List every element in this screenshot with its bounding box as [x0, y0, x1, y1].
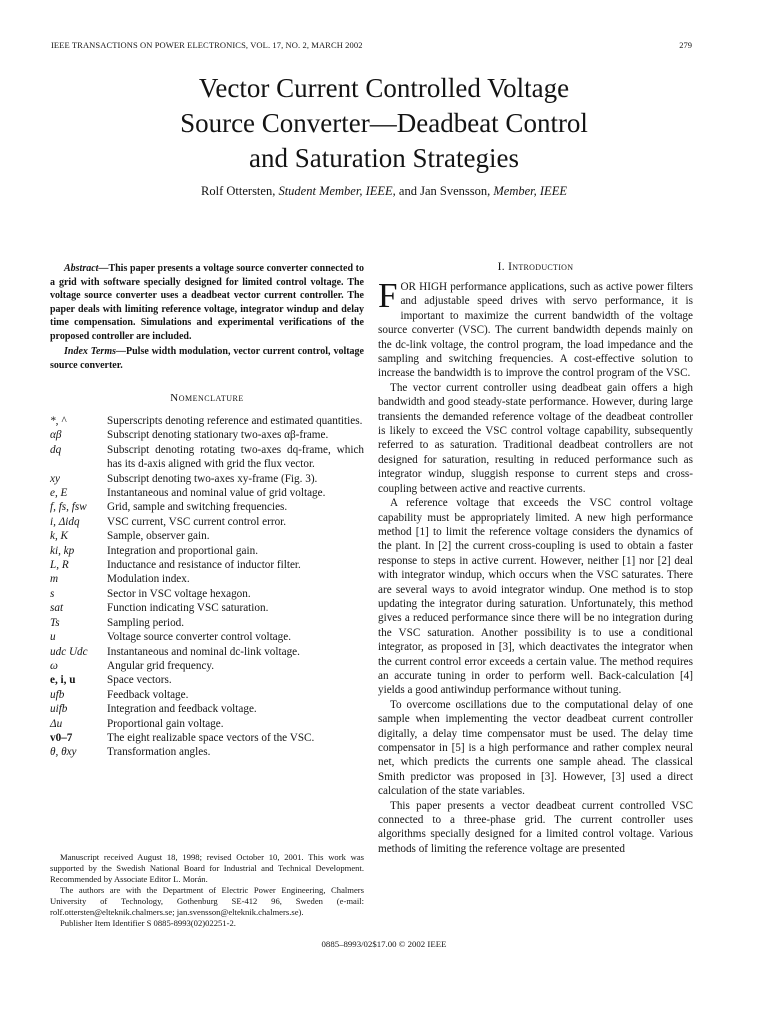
section-heading: I. Introduction	[497, 261, 574, 273]
nomenclature-item	[50, 673, 364, 687]
nomenclature-definition: VSC current, VSC current control error.	[107, 515, 287, 528]
nomenclature-definition: Voltage source converter control voltage.	[107, 631, 292, 644]
nomenclature-definition: Sector in VSC voltage hexagon.	[107, 587, 251, 600]
abstract-text: This paper presents a voltage source converter connected to a grid with software specially designed for limited control voltage. The voltage source converter uses a deadbeat vector current controller. The paper deals with limiting reference voltage, integrator windup and delay time compensation. Simulations and experimental verifications of the proposed controller are included.	[50, 263, 364, 342]
nomenclature-item	[50, 558, 364, 572]
nomenclature-symbol: *, ^	[50, 415, 66, 427]
nomenclature-symbol: θ, θxy	[50, 746, 77, 759]
nomenclature-symbol: L, R	[50, 559, 69, 572]
author-role: Student Member, IEEE,	[278, 184, 396, 198]
nomenclature-definition: Subscript denoting stationary two-axes αβ-frame.	[107, 429, 329, 442]
nomenclature-item	[50, 428, 364, 442]
nomenclature-list	[50, 414, 364, 760]
nomenclature-item	[50, 702, 364, 716]
nomenclature-symbol: e, E	[50, 487, 68, 500]
nomenclature-symbol: s	[50, 587, 55, 600]
paragraph	[378, 276, 693, 381]
nomenclature-item	[50, 630, 364, 644]
drop-cap: F	[378, 276, 398, 315]
author-name: Rolf Ottersten,	[201, 184, 276, 198]
nomenclature-definition: Integration and proportional gain.	[107, 544, 258, 557]
nomenclature-definition: Sampling period.	[107, 616, 185, 629]
nomenclature-item	[50, 500, 364, 514]
paragraph-text: OR HIGH performance applications, such as active power filters and adjustable speed drives with servo performance, it is important to maximize the current bandwidth of the voltage source converter (VSC). The current bandwidth depends mainly on the dc-link voltage, the control program, the load impedance and the sampling and switching frequencies. A cost-effective solution to increase the bandwidth is to improve the control program of the VSC.	[378, 281, 693, 380]
nomenclature-item	[50, 616, 364, 630]
nomenclature-symbol: e, i, u	[50, 674, 76, 687]
nomenclature-item	[50, 731, 364, 745]
nomenclature-symbol: v0–7	[50, 731, 73, 744]
nomenclature-item	[50, 414, 364, 428]
nomenclature-symbol: xy	[50, 472, 60, 485]
nomenclature-item	[50, 572, 364, 586]
nomenclature-symbol: ki, kp	[50, 544, 75, 557]
nomenclature-definition: Space vectors.	[107, 674, 172, 687]
nomenclature-item	[50, 515, 364, 529]
nomenclature-item	[50, 529, 364, 543]
copyright-footer: 0885–8993/02$17.00 © 2002 IEEE	[321, 939, 447, 949]
paper-title	[0, 71, 768, 176]
nomenclature-symbol: uifb	[50, 703, 68, 716]
nomenclature-symbol: ufb	[50, 688, 65, 701]
nomenclature-symbol: i, Δidq	[50, 515, 80, 528]
nomenclature-item	[50, 544, 364, 558]
abstract-lead: Abstract—	[64, 263, 109, 274]
nomenclature-item	[50, 745, 364, 759]
footnote: The authors are with the Department of Electric Power Engineering, Chalmers University of Technology, Gothenburg SE-412 96, Sweden (e-mail: rolf.ottersten@elteknik.chalmers.se; jan.svensson@elteknik.chalmers.se).	[50, 885, 364, 917]
nomenclature-definition: Function indicating VSC saturation.	[107, 602, 269, 615]
paragraph: To overcome oscillations due to the computational delay of one sample when implementing the vector deadbeat current controller digitally, a delay time compensator must be used. The delay time compensator in [5] is a high performance and rather complex neural net, which predicts the currents one sample ahead. The classical Smith predictor was proposed in [3]. However, [3] used a direct calculation of the state variables.	[378, 698, 693, 798]
paragraph: This paper presents a vector deadbeat current controlled VSC connected to a three-phase grid. The current controller uses algorithms specially designed for a limited control voltage. Various methods of limiting the reference voltage are presented	[378, 799, 693, 855]
nomenclature-definition: Modulation index.	[107, 573, 190, 586]
title-line: Source Converter—Deadbeat Control	[180, 108, 588, 138]
nomenclature-symbol: αβ	[50, 429, 62, 442]
nomenclature-item	[50, 486, 364, 500]
nomenclature-definition: Instantaneous and nominal dc-link voltage.	[107, 645, 300, 658]
nomenclature-item	[50, 587, 364, 601]
journal-header: IEEE TRANSACTIONS ON POWER ELECTRONICS, VOL. 17, NO. 2, MARCH 2002	[51, 40, 363, 50]
nomenclature-item	[50, 601, 364, 615]
nomenclature-definition: Instantaneous and nominal value of grid voltage.	[107, 487, 326, 500]
nomenclature-definition: Subscript denoting rotating two-axes dq-frame, which has its d-axis aligned with grid the flux vector.	[107, 443, 364, 471]
index-terms-text: Pulse width modulation, vector current control, voltage source converter.	[50, 346, 364, 371]
page-number: 279	[679, 40, 692, 50]
nomenclature-definition: Proportional gain voltage.	[107, 717, 224, 730]
nomenclature-symbol: Ts	[50, 616, 60, 629]
nomenclature-definition: Inductance and resistance of inductor filter.	[107, 559, 301, 572]
nomenclature-symbol: udc Udc	[50, 645, 88, 658]
author-role: Member, IEEE	[493, 184, 567, 198]
nomenclature-item	[50, 659, 364, 673]
nomenclature-item	[50, 717, 364, 731]
author-line	[0, 184, 768, 199]
nomenclature-definition: Grid, sample and switching frequencies.	[107, 501, 288, 514]
nomenclature-item	[50, 443, 364, 472]
nomenclature-symbol: ω	[50, 659, 58, 672]
nomenclature-definition: The eight realizable space vectors of the VSC.	[107, 731, 315, 744]
nomenclature-item	[50, 645, 364, 659]
nomenclature-symbol: f, fs, fsw	[50, 501, 87, 514]
nomenclature-heading: Nomenclature	[170, 392, 244, 404]
nomenclature-definition: Sample, observer gain.	[107, 530, 210, 543]
title-line: and Saturation Strategies	[249, 143, 519, 173]
paragraph: The vector current controller using deadbeat gain offers a high bandwidth and good steady-state performance. However, during large transients the demanded reference voltage of the deadbeat controller is likely to exceed the VSC control voltage capability, subsequently referred to as saturation. Traditional deadbeat controllers are not designed for saturation, resulting in reduced performance such as integrator windup, sluggish response to current steps and cross-coupling between active and reactive currents.	[378, 381, 693, 495]
nomenclature-definition: Subscript denoting two-axes xy-frame (Fig. 3).	[107, 472, 318, 485]
nomenclature-item	[50, 688, 364, 702]
nomenclature-symbol: sat	[50, 602, 64, 615]
nomenclature-symbol: k, K	[50, 530, 69, 543]
nomenclature-item	[50, 472, 364, 486]
nomenclature-definition: Superscripts denoting reference and estimated quantities.	[107, 415, 363, 427]
paragraph: A reference voltage that exceeds the VSC control voltage capability must be appropriately limited. A new high performance method [1] to limit the reference voltage considers the dynamics of the plant. In [2] the current cross-coupling is used to obtain a faster response to steps in active current. However, neither [1] nor [2] deal with integrator windup, which occurs when the VSC saturates. There are several ways to avoid integrator windup. One method is to stop updating the integrator during saturation. Unfortunately, this method gives a reduced performance since there will be no integration during the VSC saturation. Another possibility is to use a conditional integrator, as proposed in [3], which deactivates the integrator when the current control error exceeds a certain value. The method requires an accurate tuning in order to perform well. Back-calculation [4] yields a good antiwindup performance without tuning.	[378, 497, 693, 697]
author-name: Jan Svensson,	[420, 184, 491, 198]
nomenclature-definition: Integration and feedback voltage.	[107, 703, 257, 716]
index-terms-lead: Index Terms—	[64, 346, 126, 357]
footnote: Manuscript received August 18, 1998; revised October 10, 2001. This work was supported by the Swedish National Board for Industrial and Technical Development. Recommended by Associate Editor L. Morán.	[50, 852, 364, 884]
index-terms	[50, 345, 364, 372]
nomenclature-definition: Angular grid frequency.	[107, 659, 215, 672]
introduction-body	[378, 276, 693, 856]
nomenclature-definition: Transformation angles.	[107, 746, 211, 759]
nomenclature-symbol: m	[50, 573, 59, 586]
footnotes	[50, 852, 364, 929]
author-conjunction: and	[398, 184, 417, 198]
footnote: Publisher Item Identifier S 0885-8993(02)02251-2.	[60, 918, 236, 928]
title-line: Vector Current Controlled Voltage	[198, 73, 570, 103]
nomenclature-symbol: Δu	[50, 717, 63, 730]
abstract	[50, 262, 364, 343]
nomenclature-definition: Feedback voltage.	[107, 688, 189, 701]
nomenclature-symbol: dq	[50, 443, 62, 456]
nomenclature-symbol: u	[50, 631, 56, 644]
